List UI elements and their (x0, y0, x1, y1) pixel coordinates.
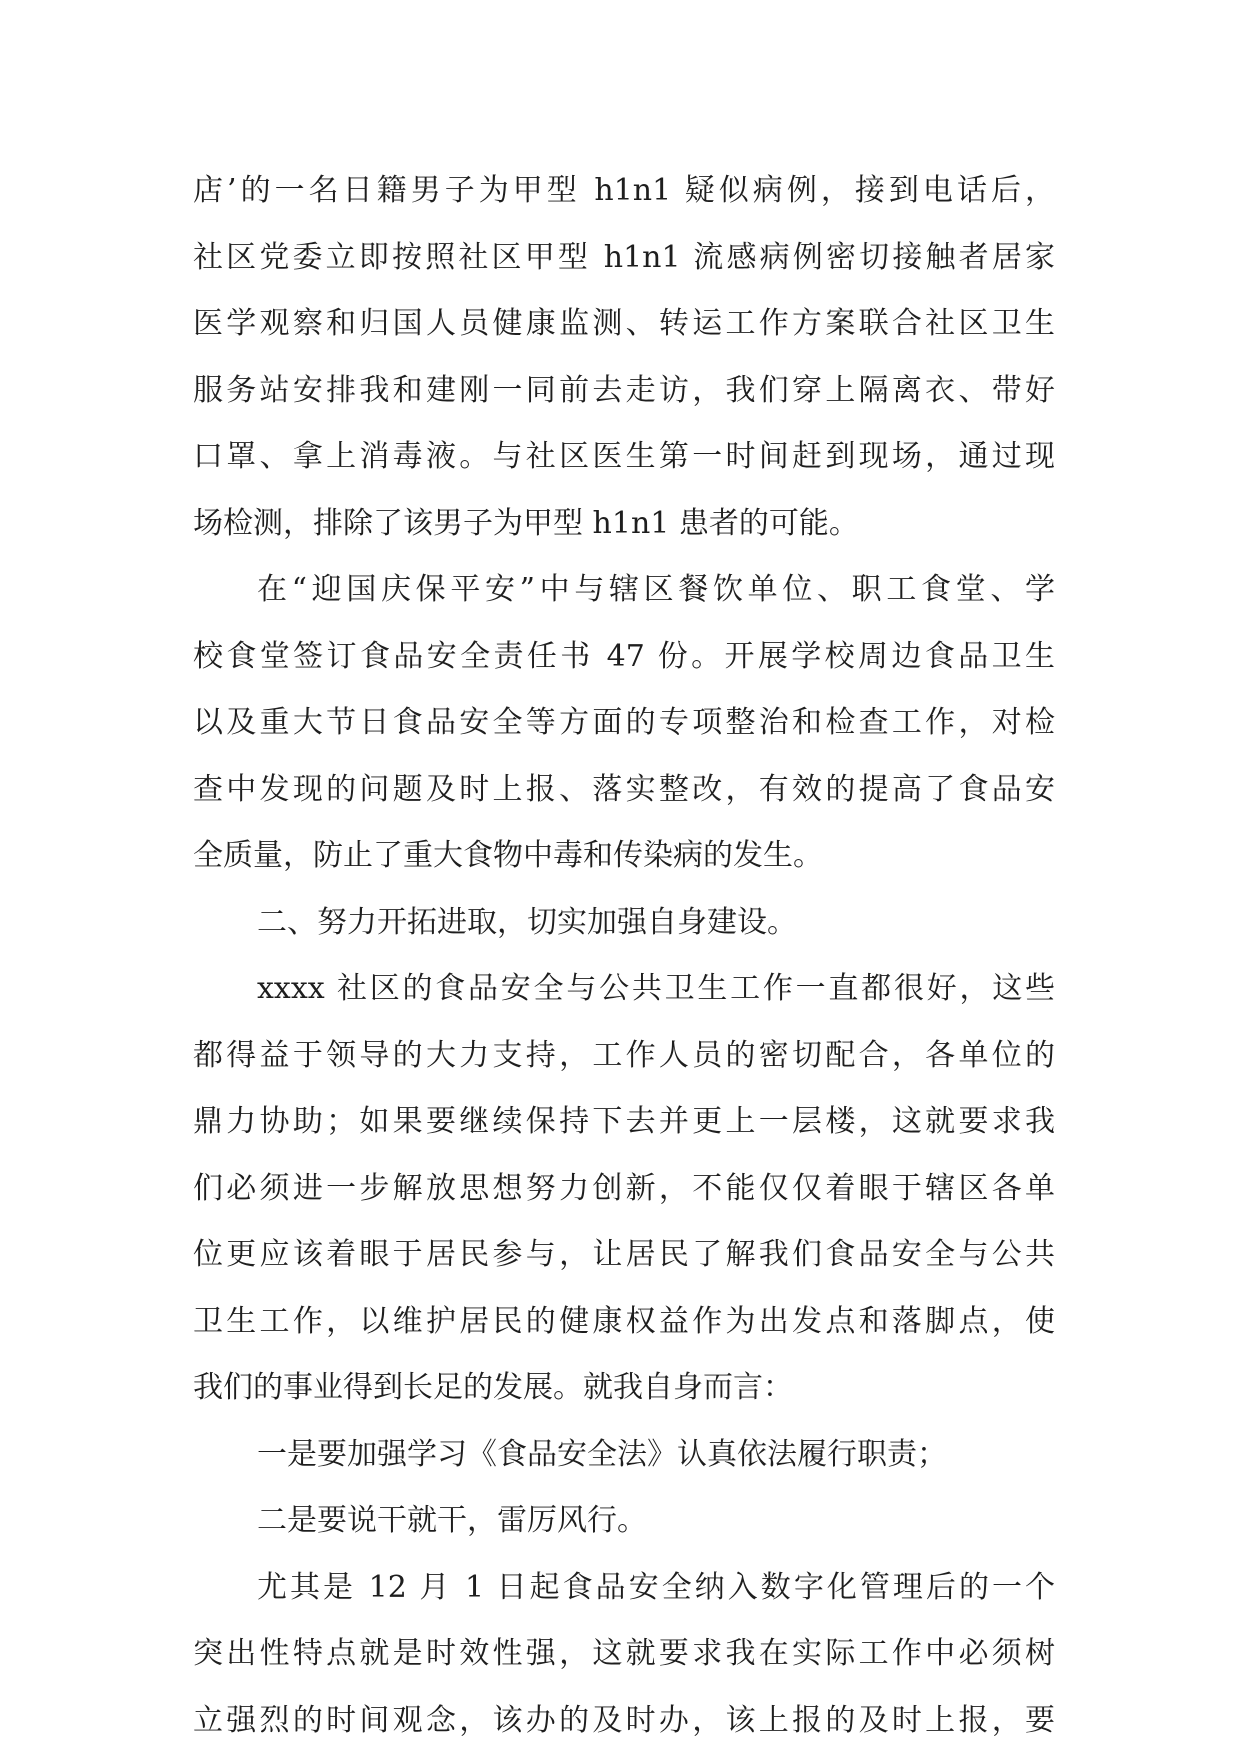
body-text (193, 158, 1055, 1754)
text-line: 校食堂签订食品安全责任书 47 份。开展学校周边食品卫生 (193, 638, 1055, 674)
text-line: 立强烈的时间观念，该办的及时办，该上报的及时上报，要 (193, 1702, 1055, 1738)
text-line: 场检测，排除了该男子为甲型 h1n1 患者的可能。 (193, 505, 859, 541)
text-line: xxxx 社区的食品安全与公共卫生工作一直都很好，这些 (257, 971, 1055, 1006)
text-line: 服务站安排我和建刚一同前去走访，我们穿上隔离衣、带好 (193, 372, 1055, 408)
text-line: 我们的事业得到长足的发展。就我自身而言： (193, 1370, 793, 1405)
text-line: 们必须进一步解放思想努力创新，不能仅仅着眼于辖区各单 (193, 1170, 1055, 1206)
text-line: 都得益于领导的大力支持，工作人员的密切配合，各单位的 (193, 1037, 1055, 1073)
text-line: 店’的一名日籍男子为甲型 h1n1 疑似病例，接到电话后， (193, 173, 1055, 208)
section-heading: 二、努力开拓进取，切实加强自身建设。 (257, 904, 797, 940)
text-line: 鼎力协助；如果要继续保持下去并更上一层楼，这就要求我 (193, 1104, 1055, 1139)
text-line: 二是要说干就干，雷厉风行。 (257, 1503, 647, 1538)
text-line: 查中发现的问题及时上报、落实整改，有效的提高了食品安 (193, 771, 1055, 807)
text-line: 社区党委立即按照社区甲型 h1n1 流感病例密切接触者居家 (193, 239, 1055, 275)
text-line: 以及重大节日食品安全等方面的专项整治和检查工作，对检 (193, 705, 1055, 740)
text-line: 在“迎国庆保平安”中与辖区餐饮单位、职工食堂、学 (257, 572, 1055, 607)
text-line: 医学观察和归国人员健康监测、转运工作方案联合社区卫生 (193, 306, 1055, 341)
text-line: 全质量，防止了重大食物中毒和传染病的发生。 (193, 838, 823, 873)
text-line: 位更应该着眼于居民参与，让居民了解我们食品安全与公共 (193, 1237, 1055, 1272)
text-line: 尤其是 12 月 1 日起食品安全纳入数字化管理后的一个 (257, 1569, 1055, 1605)
text-line: 一是要加强学习《食品安全法》认真依法履行职责； (257, 1436, 947, 1472)
text-line: 口罩、拿上消毒液。与社区医生第一时间赶到现场，通过现 (193, 439, 1055, 474)
text-line: 卫生工作，以维护居民的健康权益作为出发点和落脚点，使 (193, 1303, 1055, 1339)
text-line: 突出性特点就是时效性强，这就要求我在实际工作中必须树 (193, 1636, 1055, 1671)
